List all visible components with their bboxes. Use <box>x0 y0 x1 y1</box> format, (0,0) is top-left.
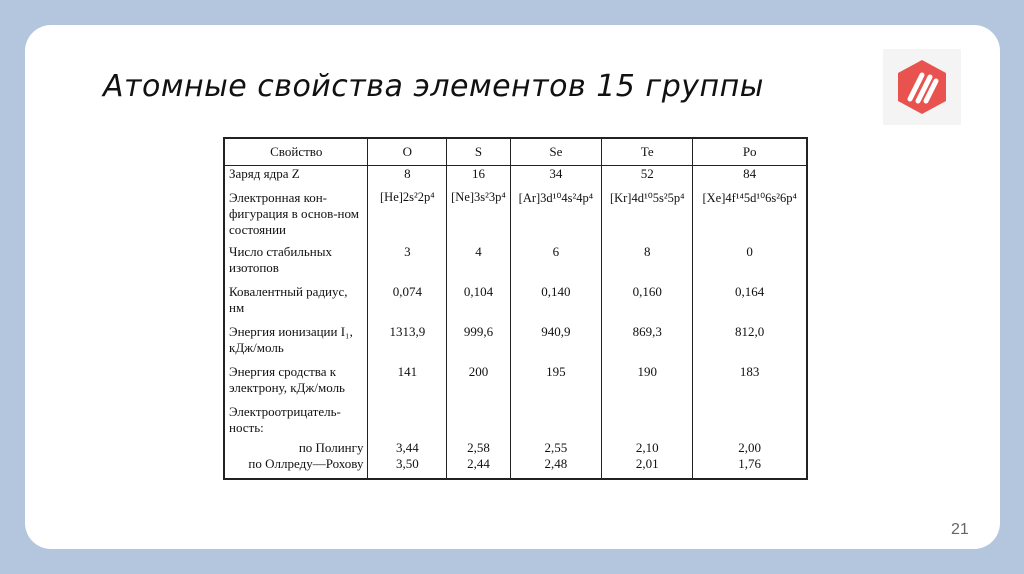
table-cell: 0,074 <box>368 284 447 324</box>
table-cell <box>693 404 807 440</box>
table-cell: 8 <box>602 244 693 284</box>
table-cell <box>510 404 601 440</box>
page-number: 21 <box>951 521 969 538</box>
table-cell: 0,140 <box>510 284 601 324</box>
table-cell: 195 <box>510 364 601 404</box>
table-cell: 0,164 <box>693 284 807 324</box>
row-label: по Оллреду—Рохову <box>224 456 368 479</box>
table-cell: 2,48 <box>510 456 601 479</box>
table-row <box>224 166 807 191</box>
column-header: Po <box>693 138 807 166</box>
table-cell: 0,160 <box>602 284 693 324</box>
row-label: Энергия сродства к электрону, кДж/моль <box>224 364 368 404</box>
table-cell: 3,44 <box>368 440 447 456</box>
row-label: Заряд ядра Z <box>224 166 368 191</box>
brand-logo <box>883 49 961 125</box>
row-label: Электронная кон-фигурация в основ-ном состоянии <box>224 190 368 244</box>
table-cell: 0,104 <box>447 284 511 324</box>
table-cell: 999,6 <box>447 324 511 364</box>
table-cell: 940,9 <box>510 324 601 364</box>
table-cell: 1,76 <box>693 456 807 479</box>
table-row <box>224 456 807 479</box>
table-cell: 3 <box>368 244 447 284</box>
table-cell: 84 <box>693 166 807 191</box>
table-cell: [He]2s²2p⁴ <box>368 190 447 244</box>
table-cell: 34 <box>510 166 601 191</box>
table-cell: 812,0 <box>693 324 807 364</box>
column-header: S <box>447 138 511 166</box>
table-cell: 2,58 <box>447 440 511 456</box>
table-cell: [Ar]3d¹⁰4s²4p⁴ <box>510 190 601 244</box>
table-cell <box>602 404 693 440</box>
table-cell: [Xe]4f¹⁴5d¹⁰6s²6p⁴ <box>693 190 807 244</box>
table-cell: 2,55 <box>510 440 601 456</box>
brand-hexagon-logo-icon <box>892 57 952 117</box>
table-cell: 0 <box>693 244 807 284</box>
table-cell: 2,44 <box>447 456 511 479</box>
properties-table <box>223 137 808 480</box>
table-cell: [Ne]3s²3p⁴ <box>447 190 511 244</box>
table-row <box>224 364 807 404</box>
row-label: по Полингу <box>224 440 368 456</box>
table-cell: 16 <box>447 166 511 191</box>
table-cell <box>447 404 511 440</box>
table-cell: 200 <box>447 364 511 404</box>
table-row <box>224 404 807 440</box>
table-cell: 2,01 <box>602 456 693 479</box>
column-header: O <box>368 138 447 166</box>
table-cell: 1313,9 <box>368 324 447 364</box>
table-row <box>224 284 807 324</box>
table-cell: 8 <box>368 166 447 191</box>
column-header: Свойство <box>224 138 368 166</box>
table-cell: 141 <box>368 364 447 404</box>
table-row <box>224 244 807 284</box>
table-header-row <box>224 138 807 166</box>
table-cell: 4 <box>447 244 511 284</box>
table-row <box>224 324 807 364</box>
table-cell <box>368 404 447 440</box>
slide <box>25 25 1000 549</box>
table-cell: 2,00 <box>693 440 807 456</box>
table-cell: 2,10 <box>602 440 693 456</box>
row-label: Ковалентный радиус, нм <box>224 284 368 324</box>
column-header: Se <box>510 138 601 166</box>
table-cell: 52 <box>602 166 693 191</box>
row-label: Электроотрицатель-ность: <box>224 404 368 440</box>
table-row <box>224 440 807 456</box>
column-header: Te <box>602 138 693 166</box>
table-cell: 6 <box>510 244 601 284</box>
row-label: Число стабильных изотопов <box>224 244 368 284</box>
row-label: Энергия ионизации I₁, кДж/моль <box>224 324 368 364</box>
table-cell: 869,3 <box>602 324 693 364</box>
slide-title: Атомные свойства элементов 15 группы <box>103 69 764 104</box>
table-cell: 183 <box>693 364 807 404</box>
table-cell: [Kr]4d¹⁰5s²5p⁴ <box>602 190 693 244</box>
table-cell: 190 <box>602 364 693 404</box>
table-row <box>224 190 807 244</box>
table-cell: 3,50 <box>368 456 447 479</box>
